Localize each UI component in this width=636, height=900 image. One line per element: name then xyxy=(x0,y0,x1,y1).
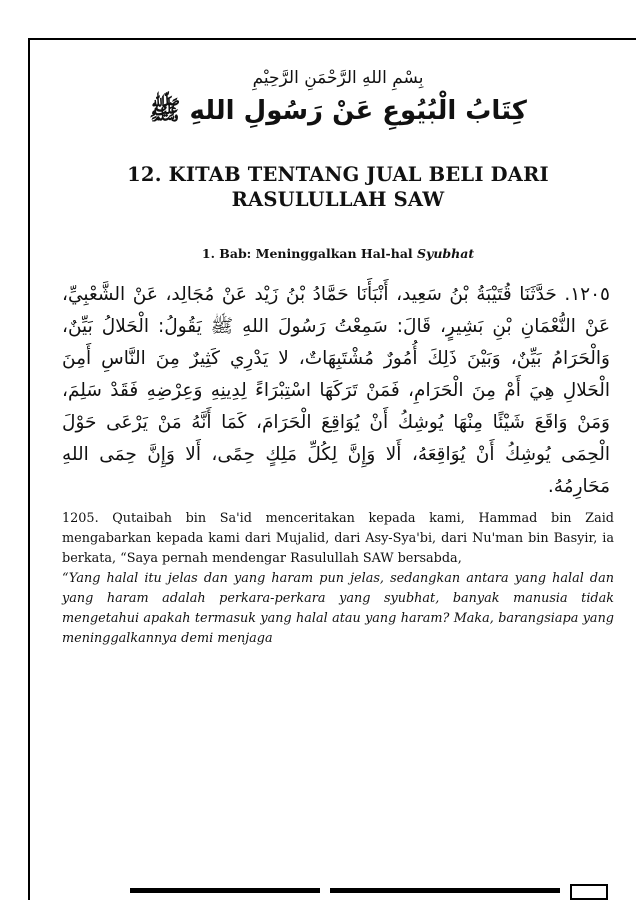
title-line-2: RASULULLAH SAW xyxy=(231,188,445,211)
title-line-1: 12. KITAB TENTANG JUAL BELI DARI xyxy=(127,163,549,186)
chapter-heading xyxy=(62,246,614,261)
hadith-arabic-text: ١٢٠٥. حَدَّثَنَا قُتَيْبَةُ بْنُ سَعِيد، أَنْبَأَنَا حَمَّادُ بْنُ زَيْد عَنْ مُجَالِد، عَنْ الشَّعْبِيِّ، عَنْ النُّعْمَانِ بْنِ بَشِيرٍ، قَالَ: سَمِعْتُ رَسُولَ اللهِ ﷺ يَقُولُ: الْحَلالُ بَيِّنٌ، وَالْحَرَامُ بَيِّنٌ، وَبَيْنَ ذَلِكَ أُمُورٌ مُشْتَبِهَاتٌ، لا يَدْرِي كَثِيرٌ مِنَ النَّاسِ أَمِنَ الْحَلالِ هِيَ أَمْ مِنَ الْحَرَامِ، فَمَنْ تَرَكَهَا اسْتِبْرَاءً لِدِينِهِ وَعِرْضِهِ فَقَدْ سَلِمَ، وَمَنْ وَاقَعَ شَيْئًا مِنْهَا يُوشِكُ أَنْ يُوَاقِعَ الْحَرَامَ، كَمَا أَنَّهُ مَنْ يَرْعَى حَوْلَ الْحِمَى يُوشِكُ أَنْ يُوَاقِعَهُ، أَلا وَإِنَّ لِكُلِّ مَلِكٍ حِمًى، أَلا وَإِنَّ حِمَى اللهِ مَحَارِمُهُ. xyxy=(62,284,610,497)
chapter-label: 1. Bab: Meninggalkan Hal-hal xyxy=(201,246,418,261)
arabic-book-title: كِتَابُ الْبُيُوعِ عَنْ رَسُولِ اللهِ ﷺ xyxy=(149,96,527,126)
hadith-translation: 1205. Qutaibah bin Sa'id menceritakan kepada kami, Hammad bin Zaid mengabarkan kepada kami dari Mujalid, dari Asy-Sya'bi, dari Nu'man bin Basyir, ia berkata, “Saya pernah mendengar Rasulullah SAW bersabda, xyxy=(62,511,614,566)
page-number-box xyxy=(570,884,608,900)
page-footer xyxy=(130,884,636,900)
hadith-translation-italic: “Yang halal itu jelas dan yang haram pun jelas, sedangkan antara yang halal dan yang haram adalah perkara-perkara yang syubhat, banyak manusia tidak mengetahui apakah termasuk yang halal atau yang haram? Maka, barangsiapa yang meninggalkannya demi menjaga xyxy=(62,571,614,646)
footer-rule-left xyxy=(130,888,320,893)
page-border-left xyxy=(28,38,30,900)
document-page xyxy=(62,60,614,649)
basmala: بِسْمِ اللهِ الرَّحْمَنِ الرَّحِيْمِ xyxy=(252,68,424,88)
page-border-top xyxy=(28,38,636,40)
page-title xyxy=(62,162,614,212)
chapter-label-italic: Syubhat xyxy=(417,246,475,261)
footer-rule-right xyxy=(330,888,560,893)
